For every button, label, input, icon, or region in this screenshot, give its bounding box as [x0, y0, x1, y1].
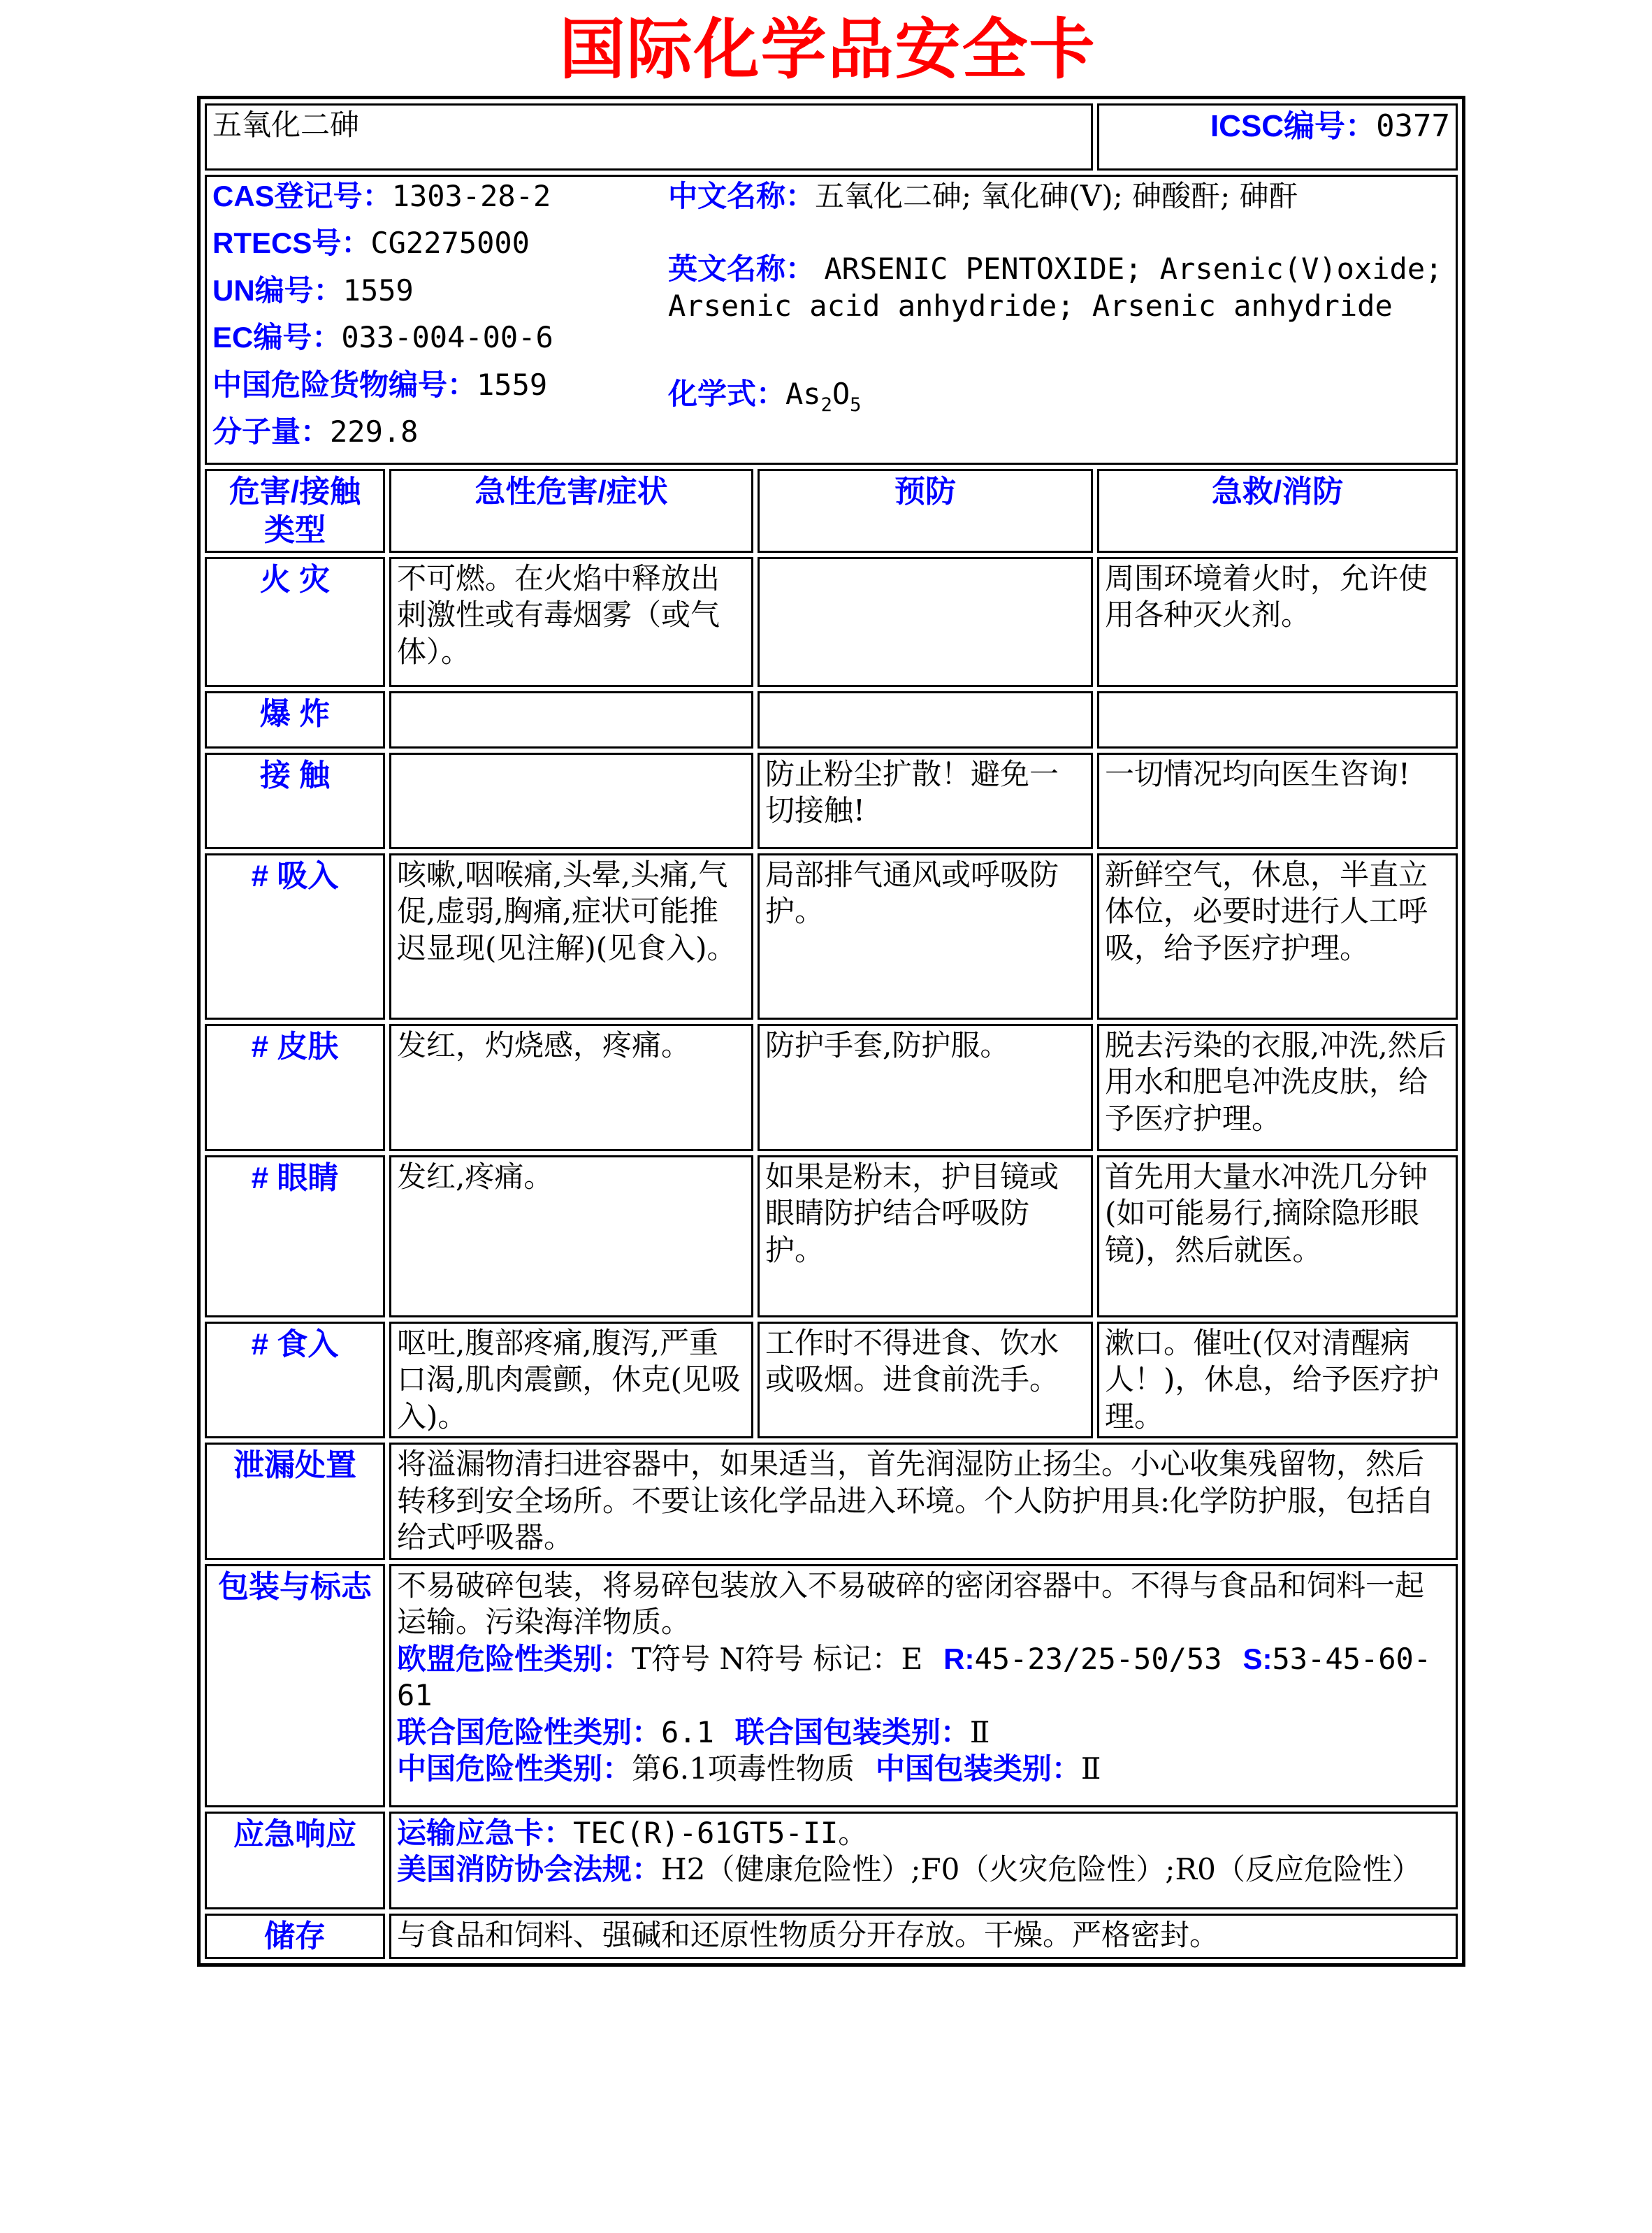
- exposure-first-aid: 一切情况均向医生咨询!: [1097, 753, 1458, 849]
- card-header-row: [205, 103, 1458, 171]
- un-label: UN编号：: [212, 273, 343, 307]
- identifier-cas: [212, 178, 668, 215]
- row-label-fire: 火 灾: [205, 557, 385, 687]
- identity-row: [205, 175, 1458, 465]
- icsc-card: [197, 96, 1465, 1967]
- fire-symptoms: 不可燃。在火焰中释放出刺激性或有毒烟雾（或气体）。: [389, 557, 753, 687]
- eyes-symptoms: 发红,疼痛。: [389, 1155, 753, 1317]
- column-header-prevention: 预防: [758, 469, 1093, 553]
- identifier-rtecs: [212, 225, 668, 262]
- packaging-cell: [389, 1564, 1458, 1807]
- english-name-value: ARSENIC PENTOXIDE; Arsenic(V)oxide; Arsenic acid anhydride; Arsenic anhydride: [668, 252, 1443, 323]
- inhalation-symptoms: 咳嗽,咽喉痛,头晕,头痛,气促,虚弱,胸痛,症状可能推迟显现(见注解)(见食入)。: [389, 853, 753, 1020]
- explosion-symptoms: [389, 691, 753, 749]
- icsc-table: [201, 99, 1462, 1963]
- china-dg-label: 中国危险货物编号：: [212, 368, 477, 401]
- eu-s-label: S:: [1242, 1642, 1273, 1675]
- cas-value: 1303-28-2: [391, 178, 551, 213]
- exposure-prevention: 防止粉尘扩散！避免一切接触!: [758, 753, 1093, 849]
- un-class-value: 6.1: [661, 1714, 714, 1749]
- chinese-name-label: 中文名称：: [668, 179, 816, 212]
- explosion-prevention: [758, 691, 1093, 749]
- hazard-row-exposure: [205, 753, 1458, 849]
- ingestion-symptoms: 呕吐,腹部疼痛,腹泻,严重口渴,肌肉震颤，休克(见吸入)。: [389, 1322, 753, 1439]
- identifier-list: [212, 178, 668, 461]
- column-header-symptoms: 急性危害/症状: [389, 469, 753, 553]
- formula-label: 化学式：: [668, 377, 786, 411]
- eu-s-value: 53-45-60-61: [397, 1641, 1432, 1713]
- eu-symbols: T符号 N符号 标记：E: [632, 1641, 923, 1676]
- hazard-row-explosion: [205, 691, 1458, 749]
- nfpa-value: H2（健康危险性）;F0（火灾危险性）;R0（反应危险性）: [661, 1852, 1421, 1887]
- storage-row: [205, 1914, 1458, 1959]
- un-class-label: 联合国危险性类别：: [397, 1715, 662, 1749]
- row-label-exposure: 接 触: [205, 753, 385, 849]
- row-label-explosion: 爆 炸: [205, 691, 385, 749]
- inhalation-first-aid: 新鲜空气，休息，半直立体位，必要时进行人工呼吸，给予医疗护理。: [1097, 853, 1458, 1020]
- chinese-name-line: [668, 178, 1450, 215]
- row-label-eyes: # 眼睛: [205, 1155, 385, 1317]
- rtecs-value: CG2275000: [370, 226, 530, 261]
- un-value: 1559: [342, 273, 414, 308]
- nfpa-label: 美国消防协会法规：: [397, 1853, 662, 1886]
- un-pack-label: 联合国包装类别：: [734, 1715, 970, 1749]
- hazard-row-skin: [205, 1024, 1458, 1151]
- nfpa-line: [397, 1851, 1450, 1888]
- ingestion-prevention: 工作时不得进食、饮水或吸烟。进食前洗手。: [758, 1322, 1093, 1439]
- skin-prevention: 防护手套,防护服。: [758, 1024, 1093, 1151]
- eyes-first-aid: 首先用大量水冲洗几分钟(如可能易行,摘除隐形眼镜)，然后就医。: [1097, 1155, 1458, 1317]
- ingestion-first-aid: 漱口。催吐(仅对清醒病人！)，休息，给予医疗护理。: [1097, 1322, 1458, 1439]
- packaging-intro: 不易破碎包装，将易碎包装放入不易破碎的密闭容器中。不得与食品和饲料一起运输。污染海洋物质。: [397, 1568, 1425, 1640]
- hazard-row-eyes: [205, 1155, 1458, 1317]
- ec-label: EC编号：: [212, 321, 342, 354]
- column-header-first-aid: 急救/消防: [1097, 469, 1458, 553]
- china-dg-value: 1559: [477, 367, 548, 402]
- chinese-name-value: 五氧化二砷; 氧化砷(V); 砷酸酐; 砷酐: [815, 178, 1298, 213]
- un-pack-value: Ⅱ: [969, 1714, 990, 1749]
- mol-weight-value: 229.8: [330, 414, 419, 449]
- hazard-header-row: [205, 469, 1458, 553]
- hazard-row-ingestion: [205, 1322, 1458, 1439]
- cas-label: CAS登记号：: [212, 179, 392, 212]
- packaging-cn-line: [397, 1751, 1450, 1788]
- emergency-cell: [389, 1812, 1458, 1909]
- identifier-un: [212, 273, 668, 310]
- row-label-packaging: 包装与标志: [205, 1564, 385, 1807]
- formula-subscript-2: 2: [820, 394, 832, 417]
- eu-r-value: 45-23/25-50/53: [974, 1641, 1222, 1676]
- cn-pack-value: Ⅱ: [1080, 1751, 1101, 1786]
- transport-card-value: TEC(R)-61GT5-II。: [573, 1815, 868, 1850]
- chemical-formula: $As_2O_5$: [785, 377, 862, 417]
- hazard-row-fire: [205, 557, 1458, 687]
- page-title: 国际化学品安全卡: [559, 13, 1096, 86]
- row-label-inhalation: # 吸入: [205, 853, 385, 1020]
- packaging-un-line: [397, 1714, 1450, 1751]
- fire-prevention: [758, 557, 1093, 687]
- spill-text: 将溢漏物清扫进容器中，如果适当，首先润湿防止扬尘。小心收集残留物，然后转移到安全场所。不要让该化学品进入环境。个人防护用具:化学防护服，包括自给式呼吸器。: [389, 1443, 1458, 1560]
- fire-first-aid: 周围环境着火时，允许使用各种灭火剂。: [1097, 557, 1458, 687]
- ec-value: 033-004-00-6: [341, 320, 553, 355]
- mol-weight-label: 分子量：: [212, 415, 331, 449]
- icsc-number-label: ICSC编号：: [1210, 108, 1377, 143]
- substance-name-cell: [205, 103, 1093, 171]
- packaging-eu-line: [397, 1641, 1450, 1714]
- formula-subscript-5: 5: [850, 394, 862, 417]
- name-list: [668, 178, 1450, 461]
- row-label-emergency: 应急响应: [205, 1812, 385, 1909]
- row-label-spill: 泄漏处置: [205, 1443, 385, 1560]
- cn-class-value: 第6.1项毒性物质: [632, 1751, 855, 1786]
- formula-line: [668, 376, 1450, 417]
- column-header-type: 危害/接触 类型: [205, 469, 385, 553]
- identity-cell: [205, 175, 1458, 465]
- eyes-prevention: 如果是粉末，护目镜或眼睛防护结合呼吸防护。: [758, 1155, 1093, 1317]
- substance-name: 五氧化二砷: [212, 107, 360, 142]
- cn-pack-label: 中国包装类别：: [875, 1752, 1081, 1786]
- emergency-row: [205, 1812, 1458, 1909]
- row-label-skin: # 皮肤: [205, 1024, 385, 1151]
- transport-card-line: [397, 1815, 1450, 1852]
- hazard-row-inhalation: [205, 853, 1458, 1020]
- icsc-number-value: 0377: [1376, 108, 1451, 144]
- identifier-mol-weight: [212, 414, 668, 451]
- inhalation-prevention: 局部排气通风或呼吸防护。: [758, 853, 1093, 1020]
- identifier-ec: [212, 319, 668, 356]
- explosion-first-aid: [1097, 691, 1458, 749]
- eu-class-label: 欧盟危险性类别：: [397, 1642, 632, 1675]
- rtecs-label: RTECS号：: [212, 226, 371, 260]
- storage-text: 与食品和饲料、强碱和还原性物质分开存放。干燥。严格密封。: [389, 1914, 1458, 1959]
- english-name-label: 英文名称：: [668, 252, 816, 286]
- eu-r-label: R:: [943, 1642, 975, 1675]
- packaging-row: [205, 1564, 1458, 1807]
- skin-symptoms: 发红，灼烧感，疼痛。: [389, 1024, 753, 1151]
- row-label-ingestion: # 食入: [205, 1322, 385, 1439]
- english-name-line: [668, 251, 1450, 324]
- transport-card-label: 运输应急卡：: [397, 1816, 574, 1849]
- cn-class-label: 中国危险性类别：: [397, 1752, 632, 1786]
- row-label-storage: 储存: [205, 1914, 385, 1959]
- identifier-china-dg: [212, 367, 668, 404]
- icsc-number-cell: [1097, 103, 1458, 171]
- exposure-symptoms: [389, 753, 753, 849]
- skin-first-aid: 脱去污染的衣服,冲洗,然后用水和肥皂冲洗皮肤，给予医疗护理。: [1097, 1024, 1458, 1151]
- spill-row: [205, 1443, 1458, 1560]
